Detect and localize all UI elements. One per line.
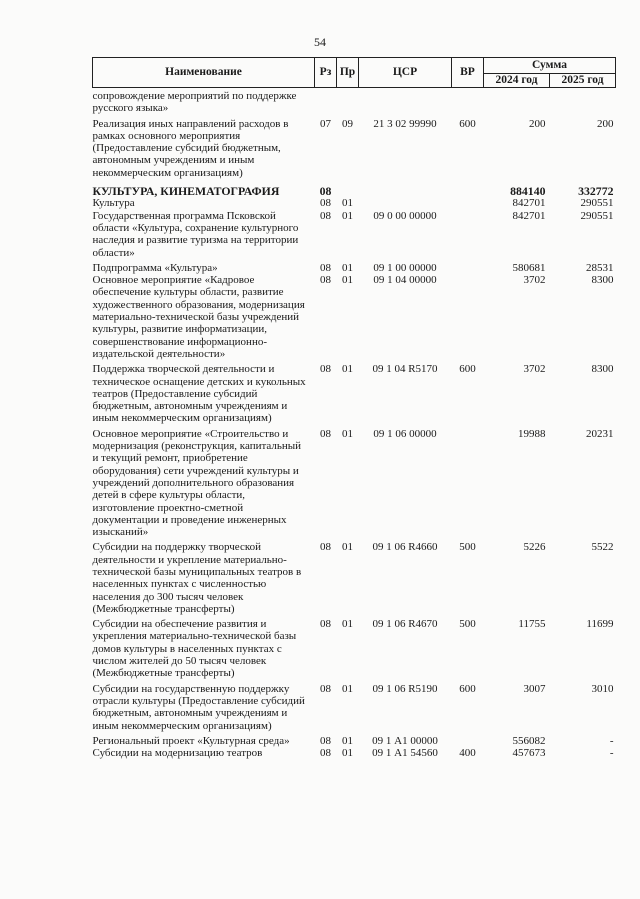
cell-rz: 08 — [320, 274, 331, 287]
cell-amount-2025: 290551 — [580, 209, 614, 222]
cell-csr: 09 1 А1 00000 — [372, 734, 438, 747]
cell-pr: 01 — [342, 363, 353, 376]
cell-amount-2025: 8300 — [591, 363, 614, 376]
cell-pr: 01 — [342, 541, 353, 554]
cell-amount-2024: 3007 — [523, 682, 546, 695]
cell-name: Субсидии на государственную поддержку отрасли культуры (Предоставление субсидий бюджетным, автономным учреждениям и иным некоммерческим организациям) — [92, 682, 305, 732]
cell-pr: 09 — [342, 117, 353, 130]
table-header — [93, 58, 616, 88]
cell-amount-2025: 11699 — [586, 618, 614, 631]
cell-vr — [452, 274, 484, 360]
cell-amount-2024: 19988 — [518, 427, 546, 440]
cell-csr — [359, 88, 452, 115]
cell-vr — [452, 425, 484, 539]
cell-pr — [337, 179, 359, 197]
table-row — [93, 197, 616, 209]
cell-rz: 08 — [320, 541, 331, 554]
cell-csr: 09 1 06 R4670 — [372, 618, 438, 631]
cell-pr: 01 — [342, 274, 353, 287]
cell-vr — [452, 732, 484, 747]
cell-amount-2024: 11755 — [518, 618, 546, 631]
cell-pr: 01 — [342, 734, 353, 747]
cell-amount-2025: 8300 — [591, 274, 614, 287]
cell-csr: 09 1 06 00000 — [373, 427, 437, 440]
table-row — [93, 360, 616, 424]
cell-amount-2025: 5522 — [591, 541, 614, 554]
table-row — [93, 259, 616, 274]
cell-csr: 09 1 А1 54560 — [372, 747, 438, 760]
cell-name: Государственная программа Псковской области «Культура, сохранение культурного наследия и развитие туризма на территории области» — [92, 209, 299, 259]
cell-name: Реализация иных направлений расходов в рамках основного мероприятия (Предоставление субсидий бюджетным, автономным учреждениям и иным некоммерческим организациям) — [92, 117, 289, 179]
cell-vr: 500 — [459, 541, 476, 554]
cell-rz: 07 — [320, 117, 331, 130]
cell-name: Субсидии на модернизацию театров — [92, 747, 263, 760]
cell-rz: 08 — [320, 747, 331, 760]
table-row — [93, 538, 616, 615]
cell-pr: 01 — [342, 682, 353, 695]
table-row — [93, 179, 616, 197]
header-csr: ЦСР — [359, 58, 452, 88]
cell-pr — [337, 88, 359, 115]
cell-amount-2024: 556082 — [512, 734, 546, 747]
cell-vr: 400 — [459, 747, 476, 760]
table-body — [93, 88, 616, 760]
cell-amount-2025: 332772 — [578, 184, 614, 199]
cell-name: Основное мероприятие «Кадровое обеспечение культуры области, развитие художественного образования, модернизация материально-технической базы учреждений культуры, развитие информатизации, совершенствование информационно-издательской деятельности» — [92, 274, 305, 360]
cell-csr: 09 1 06 R5190 — [372, 682, 438, 695]
cell-rz: 08 — [320, 618, 331, 631]
table-row — [93, 88, 616, 115]
cell-name: Региональный проект «Культурная среда» — [92, 734, 290, 747]
cell-vr — [452, 259, 484, 274]
cell-csr: 09 0 00 00000 — [373, 209, 437, 222]
cell-amount-2024: 884140 — [510, 184, 546, 199]
cell-pr: 01 — [342, 209, 353, 222]
cell-amount-2025: 20231 — [586, 427, 614, 440]
cell-rz: 08 — [320, 682, 331, 695]
cell-amount-2025: 3010 — [591, 682, 614, 695]
cell-amount-2024: 3702 — [523, 363, 546, 376]
cell-rz — [315, 88, 337, 115]
header-name: Наименование — [93, 58, 315, 88]
cell-name: Основное мероприятие «Строительство и модернизация (реконструкция, капитальный и текущий ремонт, приобретение оборудования) сети учреждений культуры и учреждений дополнительного образования детей в сфере культуры области, изготовление проектно-сметной документации и проведение инженерных изысканий» — [92, 427, 302, 539]
table-row — [93, 732, 616, 747]
cell-amount-2025 — [550, 88, 616, 115]
cell-amount-2025: 290551 — [580, 197, 614, 210]
cell-name: сопровождение мероприятий по поддержке русского языка» — [92, 90, 297, 115]
cell-vr: 600 — [459, 682, 476, 695]
cell-csr — [359, 179, 452, 197]
budget-table-container — [92, 57, 615, 759]
cell-amount-2024: 842701 — [512, 197, 546, 210]
cell-amount-2025: 28531 — [586, 261, 614, 274]
cell-name: Субсидии на обеспечение развития и укрепления материально-технической базы домов культуры в населенных пунктах с числом жителей до 50 тысяч человек (Межбюджетные трансферты) — [92, 618, 297, 680]
cell-csr: 09 1 00 00000 — [373, 261, 437, 274]
cell-rz: 08 — [320, 734, 331, 747]
cell-amount-2024 — [484, 88, 550, 115]
cell-vr: 600 — [459, 117, 476, 130]
cell-csr — [359, 197, 452, 209]
cell-name: Культура — [92, 197, 135, 210]
table-row — [93, 747, 616, 759]
header-2024: 2024 год — [484, 74, 550, 88]
cell-csr: 09 1 04 R5170 — [372, 363, 438, 376]
cell-csr: 09 1 04 00000 — [373, 274, 437, 287]
page-number: 54 — [314, 35, 326, 49]
table-row — [93, 274, 616, 360]
cell-rz: 08 — [320, 261, 331, 274]
header-rz: Рз — [315, 58, 337, 88]
cell-csr: 09 1 06 R4660 — [372, 541, 438, 554]
header-vr: ВР — [452, 58, 484, 88]
cell-pr: 01 — [342, 261, 353, 274]
cell-pr: 01 — [342, 747, 353, 760]
cell-pr: 01 — [342, 427, 353, 440]
cell-name: Субсидии на поддержку творческой деятельности и укрепление материально-технической базы муниципальных театров в населенных пунктах с численностью населения до 300 тысяч человек (Межбюджетные трансферты) — [92, 541, 302, 615]
cell-pr: 01 — [342, 618, 353, 631]
cell-csr: 21 3 02 99990 — [373, 117, 437, 130]
cell-name: Поддержка творческой деятельности и техническое оснащение детских и кукольных театров (Предоставление субсидий бюджетным, автономным учреждениям и иным некоммерческим организациям) — [92, 363, 306, 425]
cell-amount-2025: - — [609, 747, 614, 760]
table-row — [93, 115, 616, 179]
cell-vr: 600 — [459, 363, 476, 376]
header-pr: Пр — [337, 58, 359, 88]
cell-amount-2024: 5226 — [523, 541, 546, 554]
header-2025: 2025 год — [550, 74, 616, 88]
table-row — [93, 210, 616, 259]
cell-name: КУЛЬТУРА, КИНЕМАТОГРАФИЯ — [92, 184, 280, 199]
cell-pr: 01 — [342, 197, 353, 210]
cell-amount-2024: 3702 — [523, 274, 546, 287]
cell-rz: 08 — [320, 209, 331, 222]
cell-vr: 500 — [459, 618, 476, 631]
table-row — [93, 615, 616, 679]
cell-vr — [452, 179, 484, 197]
cell-rz: 08 — [320, 197, 331, 210]
cell-amount-2025: - — [609, 734, 614, 747]
header-sum: Сумма — [484, 58, 616, 74]
cell-vr — [452, 88, 484, 115]
cell-amount-2025: 200 — [597, 117, 614, 130]
cell-rz: 08 — [320, 363, 331, 376]
cell-rz: 08 — [320, 427, 331, 440]
cell-amount-2024: 200 — [529, 117, 546, 130]
cell-amount-2024: 457673 — [512, 747, 546, 760]
table-row — [93, 425, 616, 539]
cell-rz: 08 — [319, 184, 332, 199]
cell-name: Подпрограмма «Культура» — [92, 261, 218, 274]
cell-amount-2024: 580681 — [512, 261, 546, 274]
table-row — [93, 680, 616, 732]
budget-table — [92, 57, 616, 759]
cell-vr — [452, 210, 484, 259]
cell-vr — [452, 197, 484, 209]
cell-amount-2024: 842701 — [512, 209, 546, 222]
